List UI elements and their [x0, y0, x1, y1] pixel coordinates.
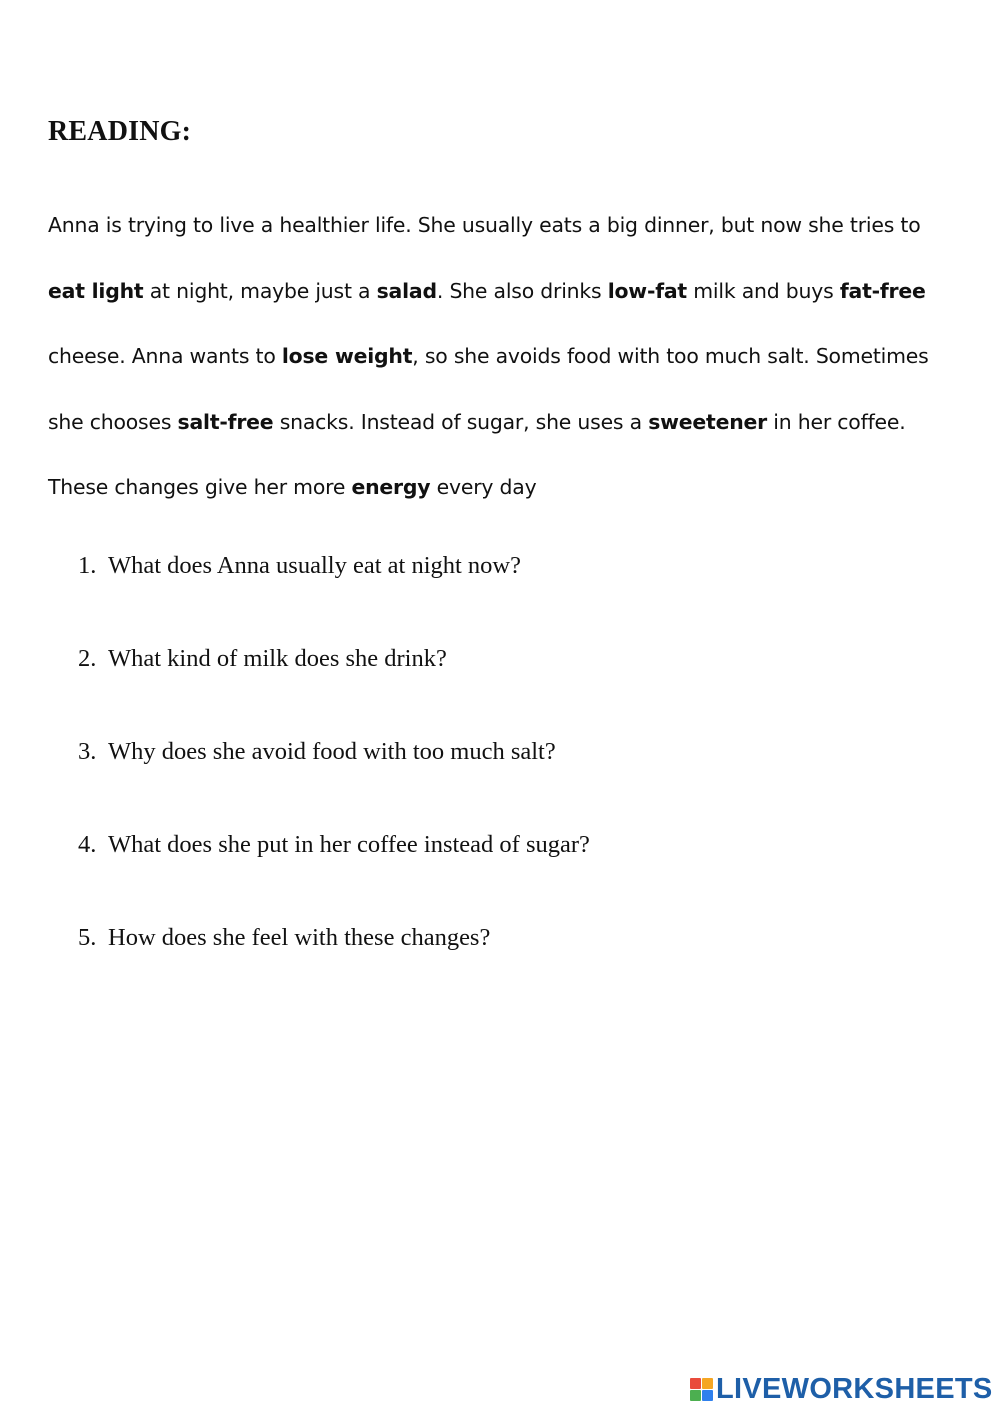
logo-square [690, 1378, 701, 1389]
question-number: 3. [78, 738, 97, 765]
passage-text: every day [430, 475, 537, 499]
passage-text: , so she avoids food with too much salt. Sometimes she chooses [48, 344, 929, 434]
vocab-word: fat-free [839, 278, 926, 303]
vocab-word: eat light [48, 278, 144, 303]
passage-text: . She also drinks [436, 278, 608, 303]
question-number: 4. [78, 831, 97, 858]
vocab-word: low-fat [607, 278, 687, 303]
question-item [78, 912, 590, 1005]
passage-text: Anna is trying to live a healthier life. She usually eats a big dinner, but now she tries to [48, 213, 921, 237]
question-text: Why does she avoid food with too much salt? [108, 738, 556, 765]
question-item [78, 726, 590, 819]
passage-text: in her coffee. These changes give her more [48, 409, 906, 499]
vocab-word: salt-free [177, 409, 274, 434]
passage-text: snacks. Instead of sugar, she uses a [273, 409, 649, 434]
liveworksheets-logo [690, 1372, 993, 1406]
question-item [78, 819, 590, 912]
vocab-word: lose weight [281, 344, 413, 368]
logo-square [702, 1390, 713, 1401]
passage-text: milk and buys [686, 278, 840, 303]
question-item [78, 633, 590, 726]
logo-mark-icon [690, 1378, 713, 1401]
page-title: READING: [48, 116, 192, 147]
logo-text: LIVEWORKSHEETS [716, 1372, 993, 1405]
question-text: How does she feel with these changes? [108, 924, 491, 951]
question-number: 1. [78, 552, 97, 579]
question-text: What does Anna usually eat at night now? [108, 552, 521, 579]
question-number: 5. [78, 924, 97, 951]
reading-passage [48, 193, 953, 521]
question-number: 2. [78, 645, 97, 672]
passage-text: at night, maybe just a [143, 278, 377, 303]
question-item [78, 540, 590, 633]
question-text: What does she put in her coffee instead of sugar? [108, 831, 590, 858]
logo-square [702, 1378, 713, 1389]
question-text: What kind of milk does she drink? [108, 645, 447, 672]
vocab-word: energy [351, 475, 431, 499]
vocab-word: sweetener [648, 409, 768, 434]
passage-text: cheese. Anna wants to [48, 344, 282, 368]
vocab-word: salad [376, 278, 437, 303]
question-list [78, 540, 590, 1005]
logo-square [690, 1390, 701, 1401]
